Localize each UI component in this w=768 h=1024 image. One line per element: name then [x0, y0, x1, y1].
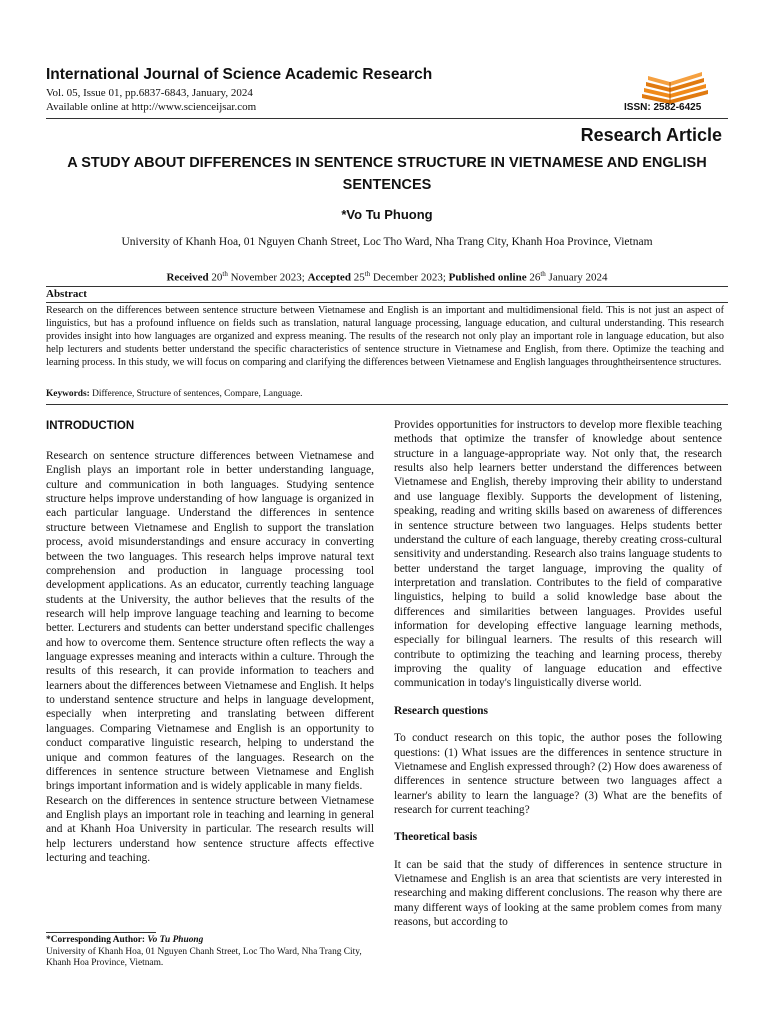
author: *Vo Tu Phuong: [341, 207, 433, 222]
accepted-rest: December 2023;: [372, 271, 446, 284]
abstract-heading: Abstract: [46, 288, 87, 300]
abstract-head-rule: [46, 302, 728, 303]
introduction-heading: INTRODUCTION: [46, 420, 135, 432]
abstract-bottom-rule: [46, 404, 728, 405]
right-column: [394, 418, 722, 930]
received-day: 20: [211, 271, 223, 284]
paper-title: A STUDY ABOUT DIFFERENCES IN SENTENCE STRUCTURE IN VIETNAMESE AND ENGLISH SENTENCES: [67, 155, 707, 193]
accepted-sup: th: [364, 270, 371, 278]
corresponding-name: Vo Tu Phuong: [147, 935, 204, 945]
intro-paragraph-1: Research on sentence structure differences between Vietnamese and English plays an important role in better understanding language, culture and communication in both languages. Studying sentence structure helps improve understanding of how language is organized in each particular language. Understand the differences in sentence structure between Vietnamese and English to support the translation process, avoid misunderstandings and ensure accuracy in converting between the two languages. This research helps improve natural text comprehension and production in language processing tool development applications. As an educator, currently teaching language students at the University, the author believes that the results of the research will help improve language teaching and learning to become better. Lecturers and students can better understand specific challenges and how to overcome them. Sentence structure often reflects the way a language expresses meaning and interacts within a culture. Through the results of this research, it can provide information to teachers and learners about the differences between Vietnamese and English. It helps to understand sentence structure and helps in language development, especially when interpreting and translating between different languages. Comparing Vietnamese and English is an opportunity to conduct comparative linguistic research, helping to understand the unique and common features of the languages. Research on the differences in sentence structure between Vietnamese and English brings important information and is widely applicable in many fields.: [46, 450, 374, 793]
published-label: Published online: [448, 271, 527, 284]
corresponding-label: *Corresponding Author:: [46, 935, 146, 945]
publication-dates: [46, 270, 728, 284]
footnote-rule: [46, 932, 156, 933]
volume-info: Vol. 05, Issue 01, pp.6837-6843, January, 2024: [46, 87, 253, 99]
journal-title: International Journal of Science Academic Research: [46, 66, 433, 83]
research-questions-heading: Research questions: [394, 704, 489, 717]
received-label: Received: [166, 271, 209, 284]
keywords-label: Keywords:: [46, 389, 90, 399]
article-type: Research Article: [580, 125, 722, 145]
right-paragraph-1: Provides opportunities for instructors to develop more flexible teaching methods that optimize the transfer of knowledge about sentence structure in a language-appropriate way. Not only that, the research results also help learners better understand the differences between Vietnamese and English, thereby improving their ability to understand and use language flexibly. Supports the development of listening, speaking, reading and writing skills based on awareness of differences in sentence structure between two languages. Helps students better understand the culture of each language, thereby creating cross-cultural sensitivity and understanding. Research also trains language students to better understand the target language, improving the quality of interpretation and translation. Contributes to the field of comparative linguistics, helping to build a solid knowledge base about the differences and similarities between languages. Provides useful information for developing effective language learning methods, especially for bilingual learners. The results of this research will contribute to optimizing the teaching and learning process, thereby improving the quality of language education and effective communication in today's linguistically diverse world.: [394, 419, 722, 690]
abstract-top-rule: [46, 286, 728, 287]
theoretical-basis-heading: Theoretical basis: [394, 831, 478, 844]
issn: ISSN: 2582-6425: [624, 102, 702, 113]
accepted-day: 25: [353, 271, 365, 284]
online-url: Available online at http://www.scienceijsar.com: [46, 101, 257, 113]
header-rule: [46, 118, 728, 119]
intro-paragraph-2: Research on the differences in sentence structure between Vietnamese and English plays an important role in teaching and learning in general and at Khanh Hoa University in particular. The research results will help lecturers understand how sentence structure affects effective lecturing and teaching.: [46, 794, 374, 865]
research-questions-text: To conduct research on this topic, the author poses the following questions: (1) What issues are the differences in sentence structure in Vietnamese and English expressed through? (2) How does awareness of differences in sentence structure between two languages affect a learner's ability to learn the language? (3) What are the benefits of research for current teaching?: [394, 732, 722, 816]
received-sup: th: [222, 270, 228, 278]
received-rest: November 2023;: [230, 271, 305, 284]
affiliation: University of Khanh Hoa, 01 Nguyen Chanh Street, Loc Tho Ward, Nha Trang City, Khanh Hoa Province, Vietnam: [121, 236, 653, 248]
book-stack-icon: [636, 70, 716, 104]
corresponding-address: University of Khanh Hoa, 01 Nguyen Chanh Street, Loc Tho Ward, Nha Trang City, Khanh Hoa Province, Vietnam.: [46, 946, 362, 968]
keywords-text: Difference, Structure of sentences, Compare, Language.: [92, 389, 303, 399]
left-column: [46, 449, 374, 865]
footnote: [46, 935, 376, 970]
theoretical-basis-text: It can be said that the study of differences in sentence structure in Vietnamese and English is an area that scientists are very interested in researching and making different conclusions. The reason why there are many different ways of looking at the same problem comes from many reasons, but according to: [394, 858, 722, 929]
abstract-text: Research on the differences between sentence structure between Vietnamese and English is an important and multidimensional field. This is not just an aspect of linguistics, but has a profound influence on fields such as translation, natural language processing, language education, and cultural understanding. This research provides insight into how languages are organized and express meaning. The results of the research not only play an important role in language education, but also help lecturers and students better understand the specific characteristics of sentence structure in Vietnamese and English, from there. Optimize the teaching and learning process. In this study, we will focus on comparing and clarifying the differences between Vietnamese and English languages throughtheirsentence structures.: [46, 305, 724, 368]
published-sup: th: [540, 270, 546, 278]
published-rest: January 2024: [548, 271, 608, 284]
keywords: [46, 389, 303, 399]
published-day: 26: [529, 271, 541, 284]
accepted-label: Accepted: [307, 271, 351, 284]
